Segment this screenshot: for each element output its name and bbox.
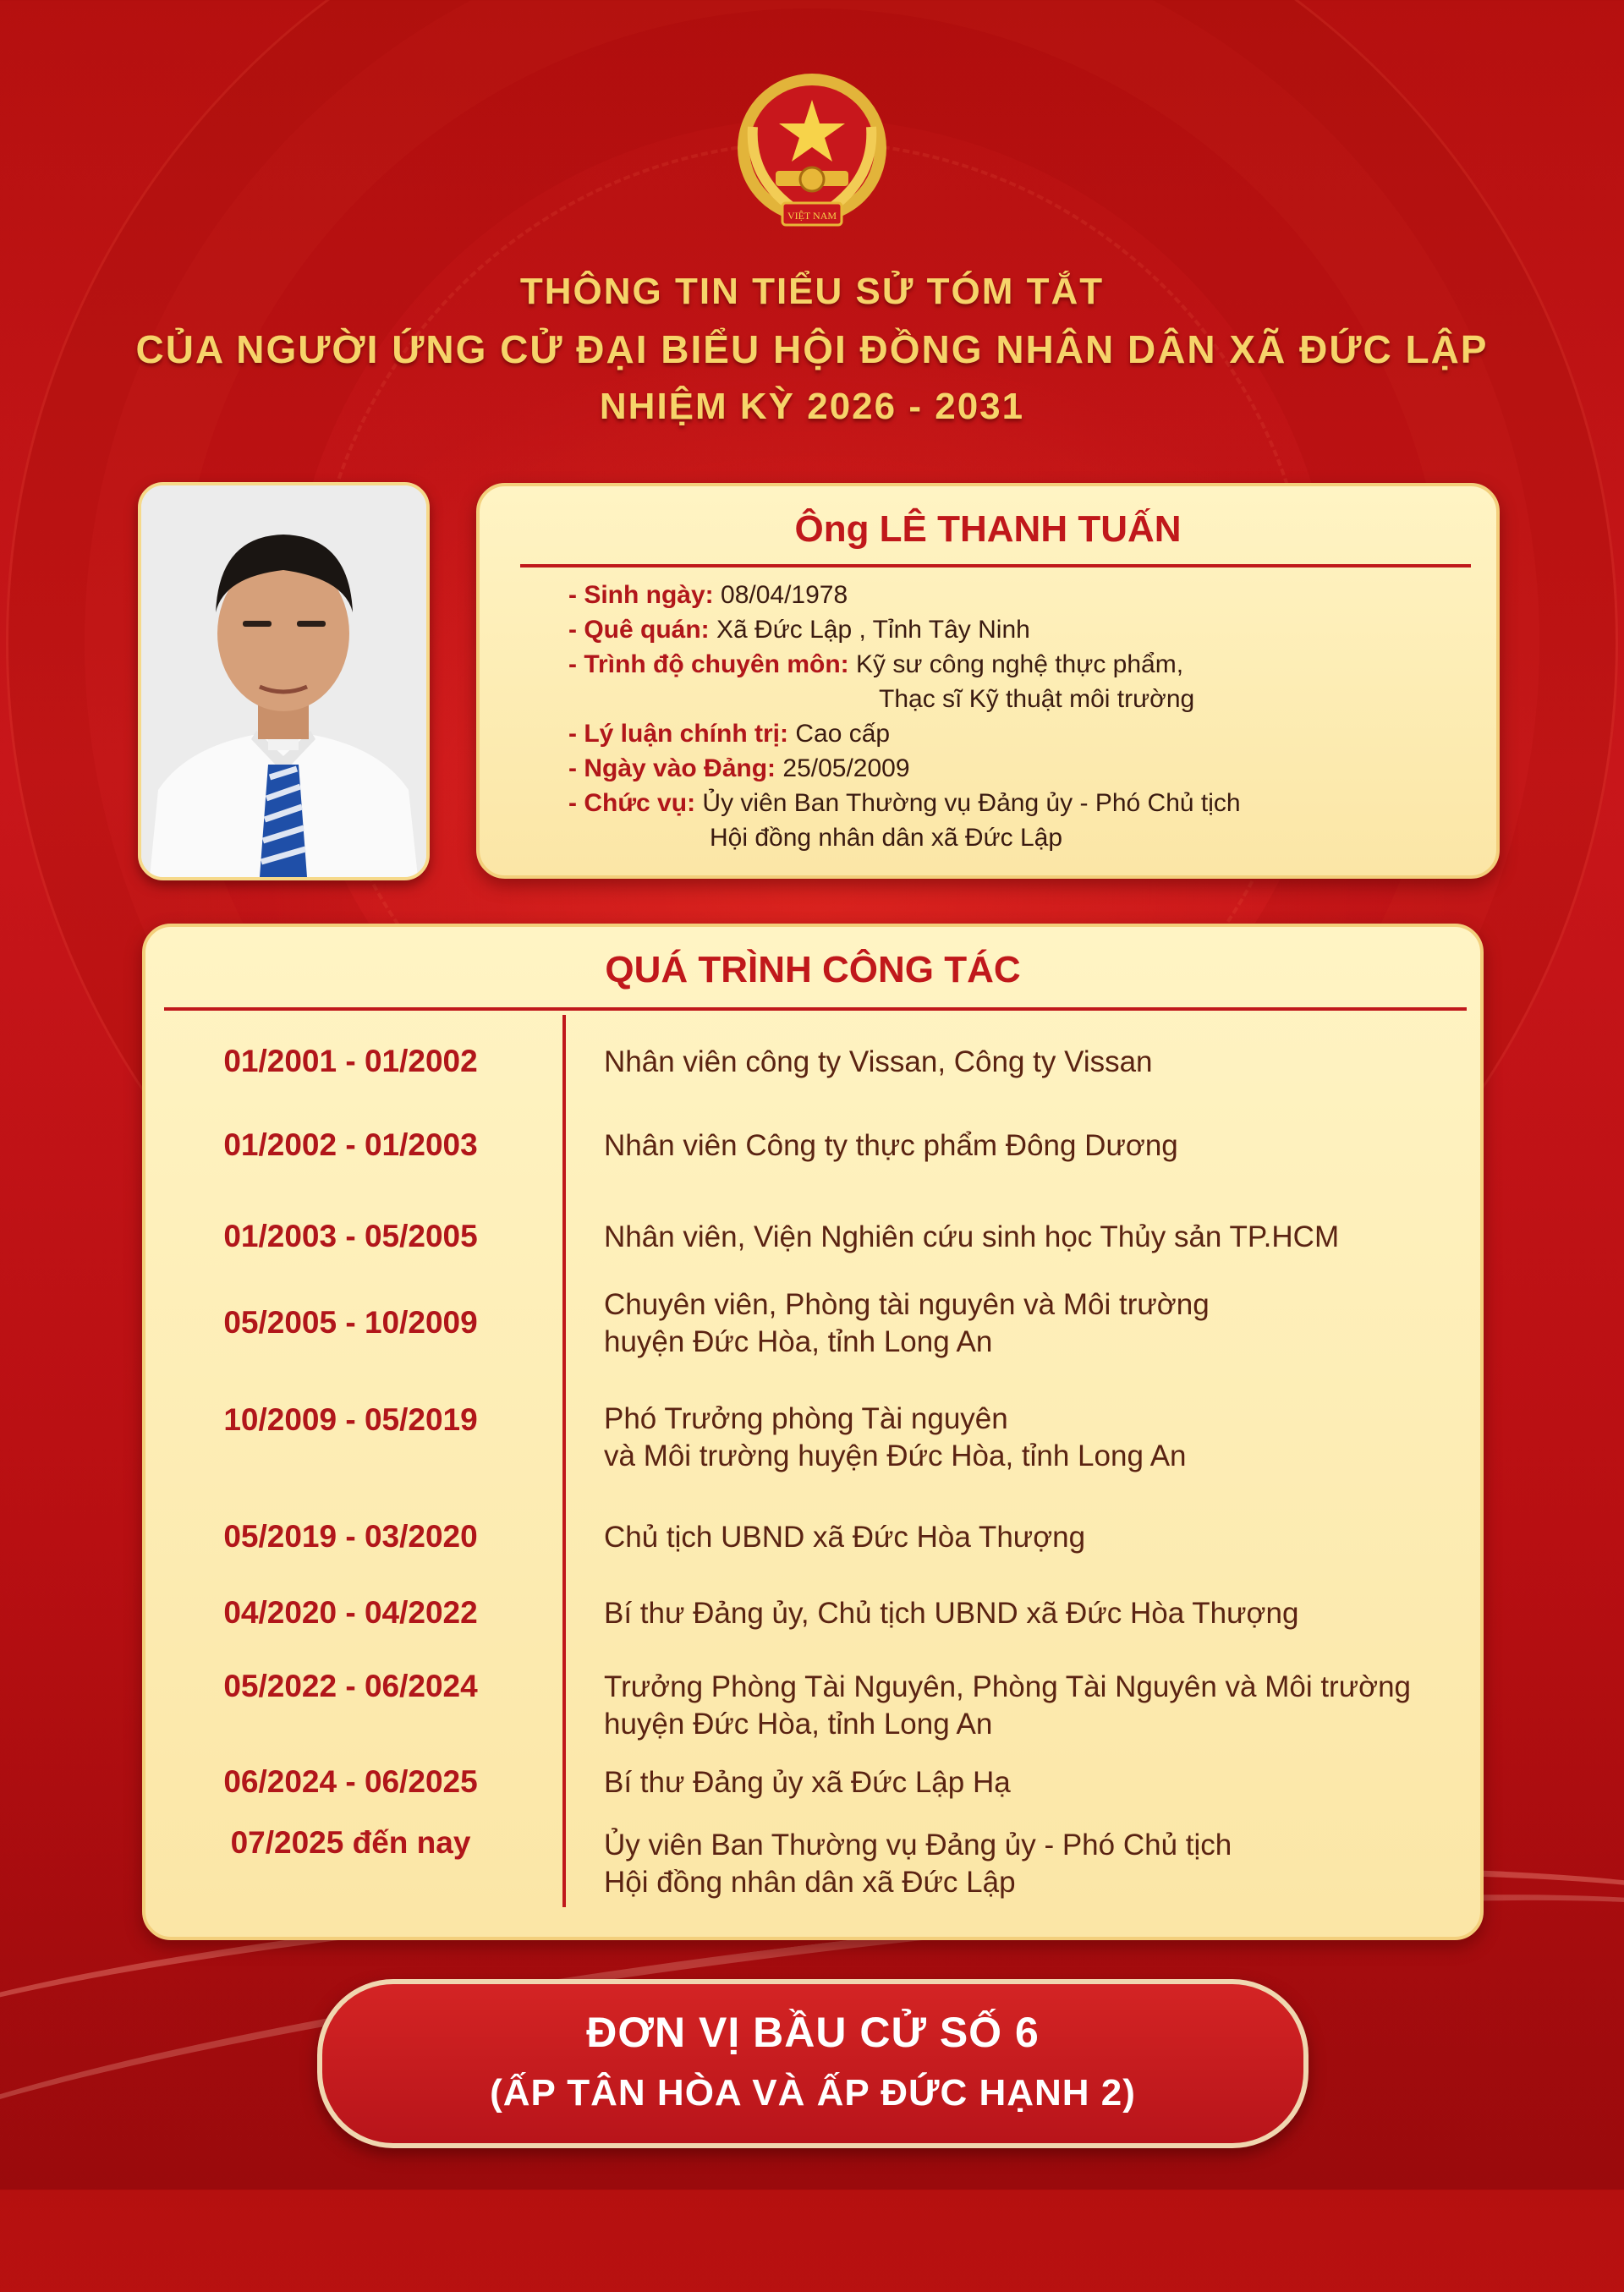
headline-line-2: CỦA NGƯỜI ỨNG CỬ ĐẠI BIỂU HỘI ĐỒNG NHÂN DÂN XÃ ĐỨC LẬP	[135, 327, 1489, 371]
timeline-divider	[562, 1015, 566, 1907]
field-label: - Ngày vào Đảng:	[568, 754, 776, 782]
field-value: Ủy viên Ban Thường vụ Đảng ủy - Phó Chủ tịch	[702, 789, 1241, 817]
history-description-line-2: huyện Đức Hòa, tỉnh Long An	[604, 1325, 993, 1358]
history-period: 01/2002 - 01/2003	[223, 1127, 478, 1162]
history-period: 05/2022 - 06/2024	[223, 1669, 478, 1703]
work-history-card	[142, 924, 1484, 1940]
field-value: Kỹ sư công nghệ thực phẩm,	[856, 650, 1184, 678]
history-description: Nhân viên công ty Vissan, Công ty Vissan	[604, 1045, 1153, 1078]
field-label: - Quê quán:	[568, 616, 710, 644]
field-value: 25/05/2009	[782, 754, 910, 782]
field-party-date	[568, 754, 910, 783]
history-description: Trưởng Phòng Tài Nguyên, Phòng Tài Nguyên và Môi trường	[604, 1670, 1412, 1703]
history-description-line-2: Hội đồng nhân dân xã Đức Lập	[604, 1866, 1016, 1899]
divider	[164, 1007, 1467, 1011]
history-description: Chủ tịch UBND xã Đức Hòa Thượng	[604, 1521, 1086, 1554]
history-period: 10/2009 - 05/2019	[223, 1402, 478, 1437]
emblem-text: VIỆT NAM	[787, 210, 837, 222]
field-hometown	[568, 616, 1030, 644]
electoral-unit-title: ĐƠN VỊ BẦU CỬ SỐ 6	[586, 2009, 1040, 2056]
history-period: 01/2003 - 05/2005	[223, 1219, 478, 1253]
candidate-portrait	[138, 482, 430, 880]
history-description: Bí thư Đảng ủy xã Đức Lập Hạ	[604, 1766, 1011, 1799]
field-position	[568, 789, 1241, 818]
electoral-unit-areas: (ẤP TÂN HÒA VÀ ẤP ĐỨC HẠNH 2)	[490, 2072, 1136, 2114]
history-period: 06/2024 - 06/2025	[223, 1764, 478, 1799]
field-value: 08/04/1978	[721, 581, 848, 609]
candidate-name: Ông LÊ THANH TUẤN	[794, 508, 1182, 550]
history-description: Phó Trưởng phòng Tài nguyên	[604, 1402, 1008, 1435]
history-description-line-2: huyện Đức Hòa, tỉnh Long An	[604, 1708, 993, 1741]
national-emblem-icon	[723, 68, 901, 237]
candidate-info-card	[476, 483, 1500, 879]
field-value: Xã Đức Lập , Tỉnh Tây Ninh	[716, 616, 1030, 644]
field-qualification	[568, 650, 1183, 679]
history-period: 01/2001 - 01/2002	[223, 1044, 478, 1078]
headline-line-1: THÔNG TIN TIỂU SỬ TÓM TẮT	[519, 271, 1105, 312]
history-description-line-2: và Môi trường huyện Đức Hòa, tỉnh Long An	[604, 1439, 1187, 1472]
history-period: 05/2005 - 10/2009	[223, 1305, 478, 1340]
history-description: Nhân viên Công ty thực phẩm Đông Dương	[604, 1129, 1178, 1162]
field-label: - Lý luận chính trị:	[568, 720, 788, 748]
work-history-title: QUÁ TRÌNH CÔNG TÁC	[605, 949, 1021, 990]
history-description: Chuyên viên, Phòng tài nguyên và Môi trường	[604, 1288, 1210, 1321]
field-position-line-2	[710, 824, 1062, 853]
history-description: Nhân viên, Viện Nghiên cứu sinh học Thủy sản TP.HCM	[604, 1220, 1340, 1253]
field-value: Hội đồng nhân dân xã Đức Lập	[710, 824, 1063, 852]
headline-term: NHIỆM KỲ 2026 - 2031	[599, 386, 1025, 427]
history-period: 04/2020 - 04/2022	[223, 1595, 478, 1630]
field-label: - Sinh ngày:	[568, 581, 714, 609]
field-political-theory	[568, 720, 890, 748]
history-description: Bí thư Đảng ủy, Chủ tịch UBND xã Đức Hòa Thượng	[604, 1597, 1299, 1630]
field-qualification-line-2	[879, 685, 1194, 714]
field-label: - Chức vụ:	[568, 789, 696, 817]
history-period: 07/2025 đến nay	[230, 1825, 471, 1860]
field-label: - Trình độ chuyên môn:	[568, 650, 849, 678]
divider	[520, 564, 1471, 568]
field-birthdate	[568, 581, 848, 610]
history-description: Ủy viên Ban Thường vụ Đảng ủy - Phó Chủ tịch	[604, 1829, 1232, 1862]
field-value: Cao cấp	[795, 720, 891, 748]
electoral-unit-banner	[317, 1979, 1309, 2148]
history-period: 05/2019 - 03/2020	[223, 1519, 478, 1554]
field-value: Thạc sĩ Kỹ thuật môi trường	[879, 685, 1195, 713]
